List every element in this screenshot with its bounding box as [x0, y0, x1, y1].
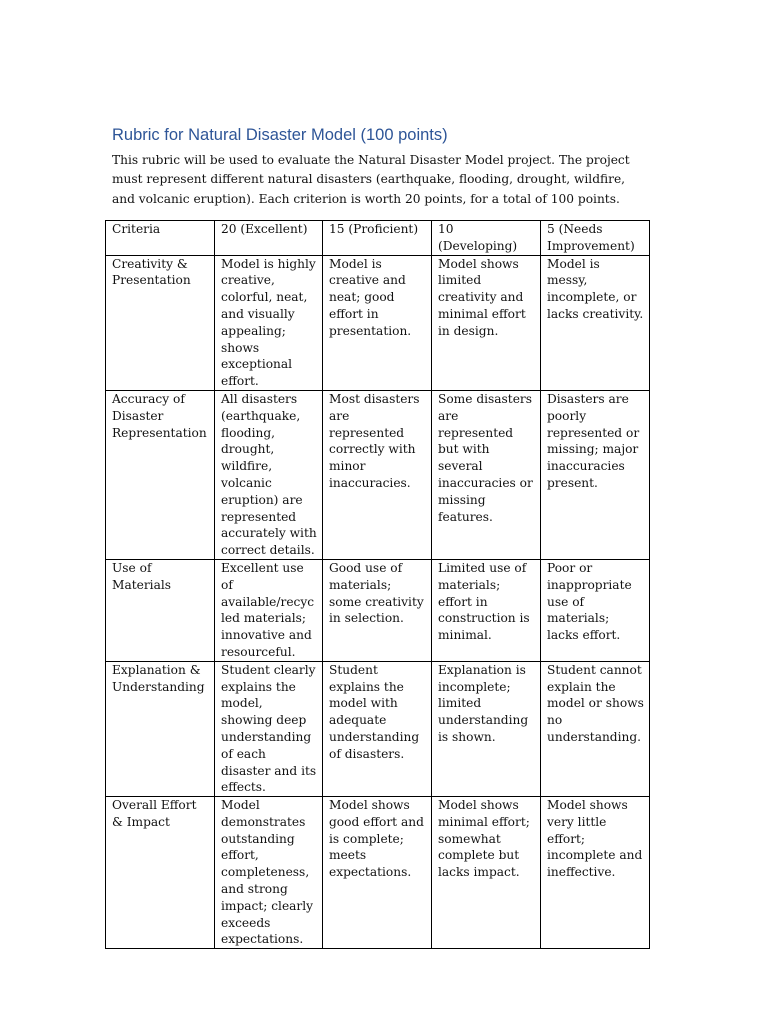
header-excellent: 20 (Excellent)	[215, 221, 323, 256]
table-cell: Some disasters are represented but with several inaccuracies or missing features.	[432, 390, 541, 559]
rubric-table	[105, 220, 650, 949]
table-cell: All disasters (earthquake, flooding, drought, wildfire, volcanic eruption) are represented accurately with correct details.	[215, 390, 323, 559]
rubric-table-body	[106, 255, 650, 949]
table-cell: Model shows good effort and is complete; meets expectations.	[323, 797, 432, 949]
criteria-cell: Use of Materials	[106, 559, 215, 661]
table-cell: Model is messy, incomplete, or lacks creativity.	[541, 255, 650, 390]
header-criteria: Criteria	[106, 221, 215, 256]
table-cell: Student clearly explains the model, showing deep understanding of each disaster and its effects.	[215, 661, 323, 796]
criteria-cell: Overall Effort & Impact	[106, 797, 215, 949]
table-cell: Model shows very little effort; incomplete and ineffective.	[541, 797, 650, 949]
header-needs-improvement: 5 (Needs Improvement)	[541, 221, 650, 256]
page-title: Rubric for Natural Disaster Model (100 points)	[112, 126, 448, 144]
table-cell: Limited use of materials; effort in construction is minimal.	[432, 559, 541, 661]
table-row	[106, 255, 650, 390]
intro-paragraph: This rubric will be used to evaluate the Natural Disaster Model project. The project must represent different natural disasters (earthquake, flooding, drought, wildfire, and volcanic eruption). Each criterion is worth 20 points, for a total of 100 points.	[112, 153, 630, 206]
table-cell: Excellent use of available/recycled materials; innovative and resourceful.	[215, 559, 323, 661]
table-row	[106, 797, 650, 949]
table-cell: Student explains the model with adequate understanding of disasters.	[323, 661, 432, 796]
table-cell: Poor or inappropriate use of materials; lacks effort.	[541, 559, 650, 661]
table-row	[106, 390, 650, 559]
table-cell: Most disasters are represented correctly with minor inaccuracies.	[323, 390, 432, 559]
header-proficient: 15 (Proficient)	[323, 221, 432, 256]
document-body	[112, 124, 652, 219]
criteria-cell: Accuracy of Disaster Representation	[106, 390, 215, 559]
table-cell: Model shows limited creativity and minimal effort in design.	[432, 255, 541, 390]
table-cell: Good use of materials; some creativity in selection.	[323, 559, 432, 661]
table-row	[106, 559, 650, 661]
table-row	[106, 661, 650, 796]
table-cell: Explanation is incomplete; limited understanding is shown.	[432, 661, 541, 796]
table-cell: Model is creative and neat; good effort in presentation.	[323, 255, 432, 390]
table-cell: Model is highly creative, colorful, neat, and visually appealing; shows exceptional effort.	[215, 255, 323, 390]
header-developing: 10 (Developing)	[432, 221, 541, 256]
table-cell: Disasters are poorly represented or missing; major inaccuracies present.	[541, 390, 650, 559]
table-cell: Student cannot explain the model or shows no understanding.	[541, 661, 650, 796]
rubric-table-header	[106, 221, 650, 256]
table-cell: Model demonstrates outstanding effort, completeness, and strong impact; clearly exceeds expectations.	[215, 797, 323, 949]
criteria-cell: Explanation & Understanding	[106, 661, 215, 796]
header-row	[106, 221, 650, 256]
criteria-cell: Creativity & Presentation	[106, 255, 215, 390]
table-cell: Model shows minimal effort; somewhat complete but lacks impact.	[432, 797, 541, 949]
